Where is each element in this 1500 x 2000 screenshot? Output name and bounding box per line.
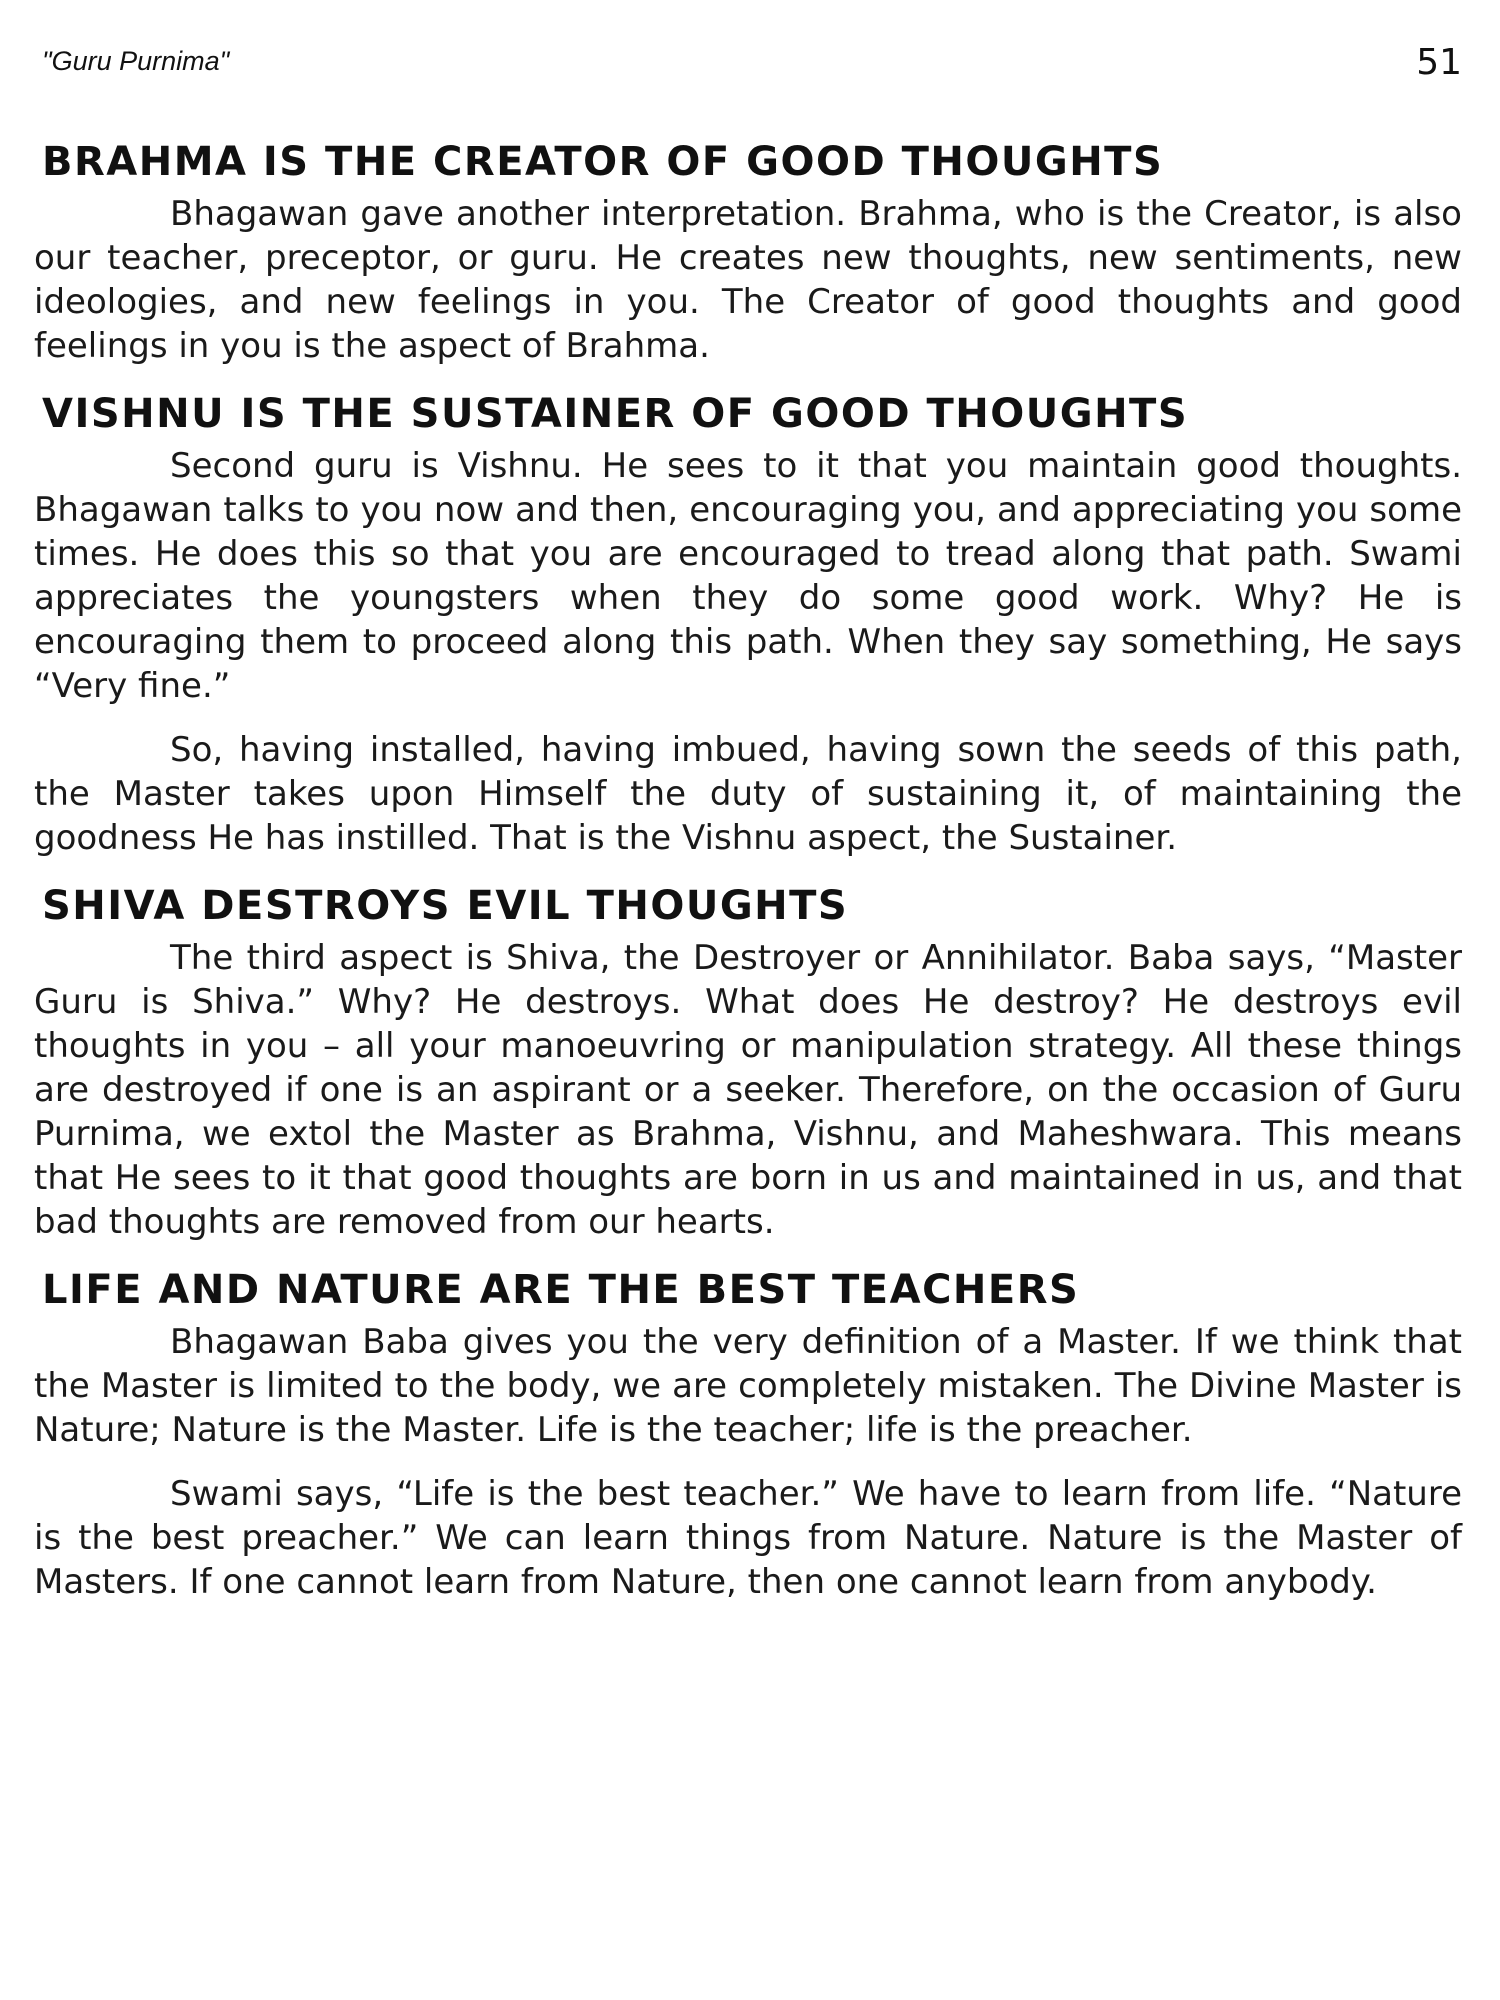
section-heading: BRAHMA IS THE CREATOR OF GOOD THOUGHTS xyxy=(42,139,1164,185)
page-number: 51 xyxy=(1416,42,1462,83)
paragraph: Second guru is Vishnu. He sees to it that you maintain good thoughts. Bhagawan talks to you now and then, encouraging you, and appreciating you some times. He does this so that you are encouraged to tread along that path. Swami appreciates the youngsters when they do some good work. Why? He is encouraging them to proceed along this path. When they say something, He says “Very fine.” xyxy=(34,446,1462,706)
paragraph: So, having installed, having imbued, having sown the seeds of this path, the Master takes upon Himself the duty of sustaining it, of maintaining the goodness He has instilled. That is the Vishnu aspect, the Sustainer. xyxy=(34,730,1462,858)
section-vishnu xyxy=(34,388,1462,860)
running-head: "Guru Purnima" xyxy=(42,46,230,76)
section-brahma xyxy=(34,136,1462,368)
section-heading: VISHNU IS THE SUSTAINER OF GOOD THOUGHTS xyxy=(42,391,1189,437)
paragraph: Bhagawan gave another interpretation. Brahma, who is the Creator, is also our teacher, preceptor, or guru. He creates new thoughts, new sentiments, new ideologies, and new feelings in you. The Creator of good thoughts and good feelings in you is the aspect of Brahma. xyxy=(34,194,1462,366)
section-heading: SHIVA DESTROYS EVIL THOUGHTS xyxy=(42,883,849,929)
section-shiva xyxy=(34,880,1462,1244)
page-body xyxy=(34,136,1462,1624)
section-heading: LIFE AND NATURE ARE THE BEST TEACHERS xyxy=(42,1267,1080,1313)
section-life-nature xyxy=(34,1264,1462,1604)
paragraph: Bhagawan Baba gives you the very definition of a Master. If we think that the Master is limited to the body, we are completely mistaken. The Divine Master is Nature; Nature is the Master. Life is the teacher; life is the preacher. xyxy=(34,1322,1462,1450)
paragraph: The third aspect is Shiva, the Destroyer or Annihilator. Baba says, “Master Guru is Shiva.” Why? He destroys. What does He destroy? He destroys evil thoughts in you – all your manoeuvring or manipulation strategy. All these things are destroyed if one is an aspirant or a seeker. Therefore, on the occasion of Guru Purnima, we extol the Master as Brahma, Vishnu, and Maheshwara. This means that He sees to it that good thoughts are born in us and maintained in us, and that bad thoughts are removed from our hearts. xyxy=(34,938,1462,1242)
paragraph: Swami says, “Life is the best teacher.” We have to learn from life. “Nature is the best preacher.” We can learn things from Nature. Nature is the Master of Masters. If one cannot learn from Nature, then one cannot learn from anybody. xyxy=(34,1474,1462,1602)
